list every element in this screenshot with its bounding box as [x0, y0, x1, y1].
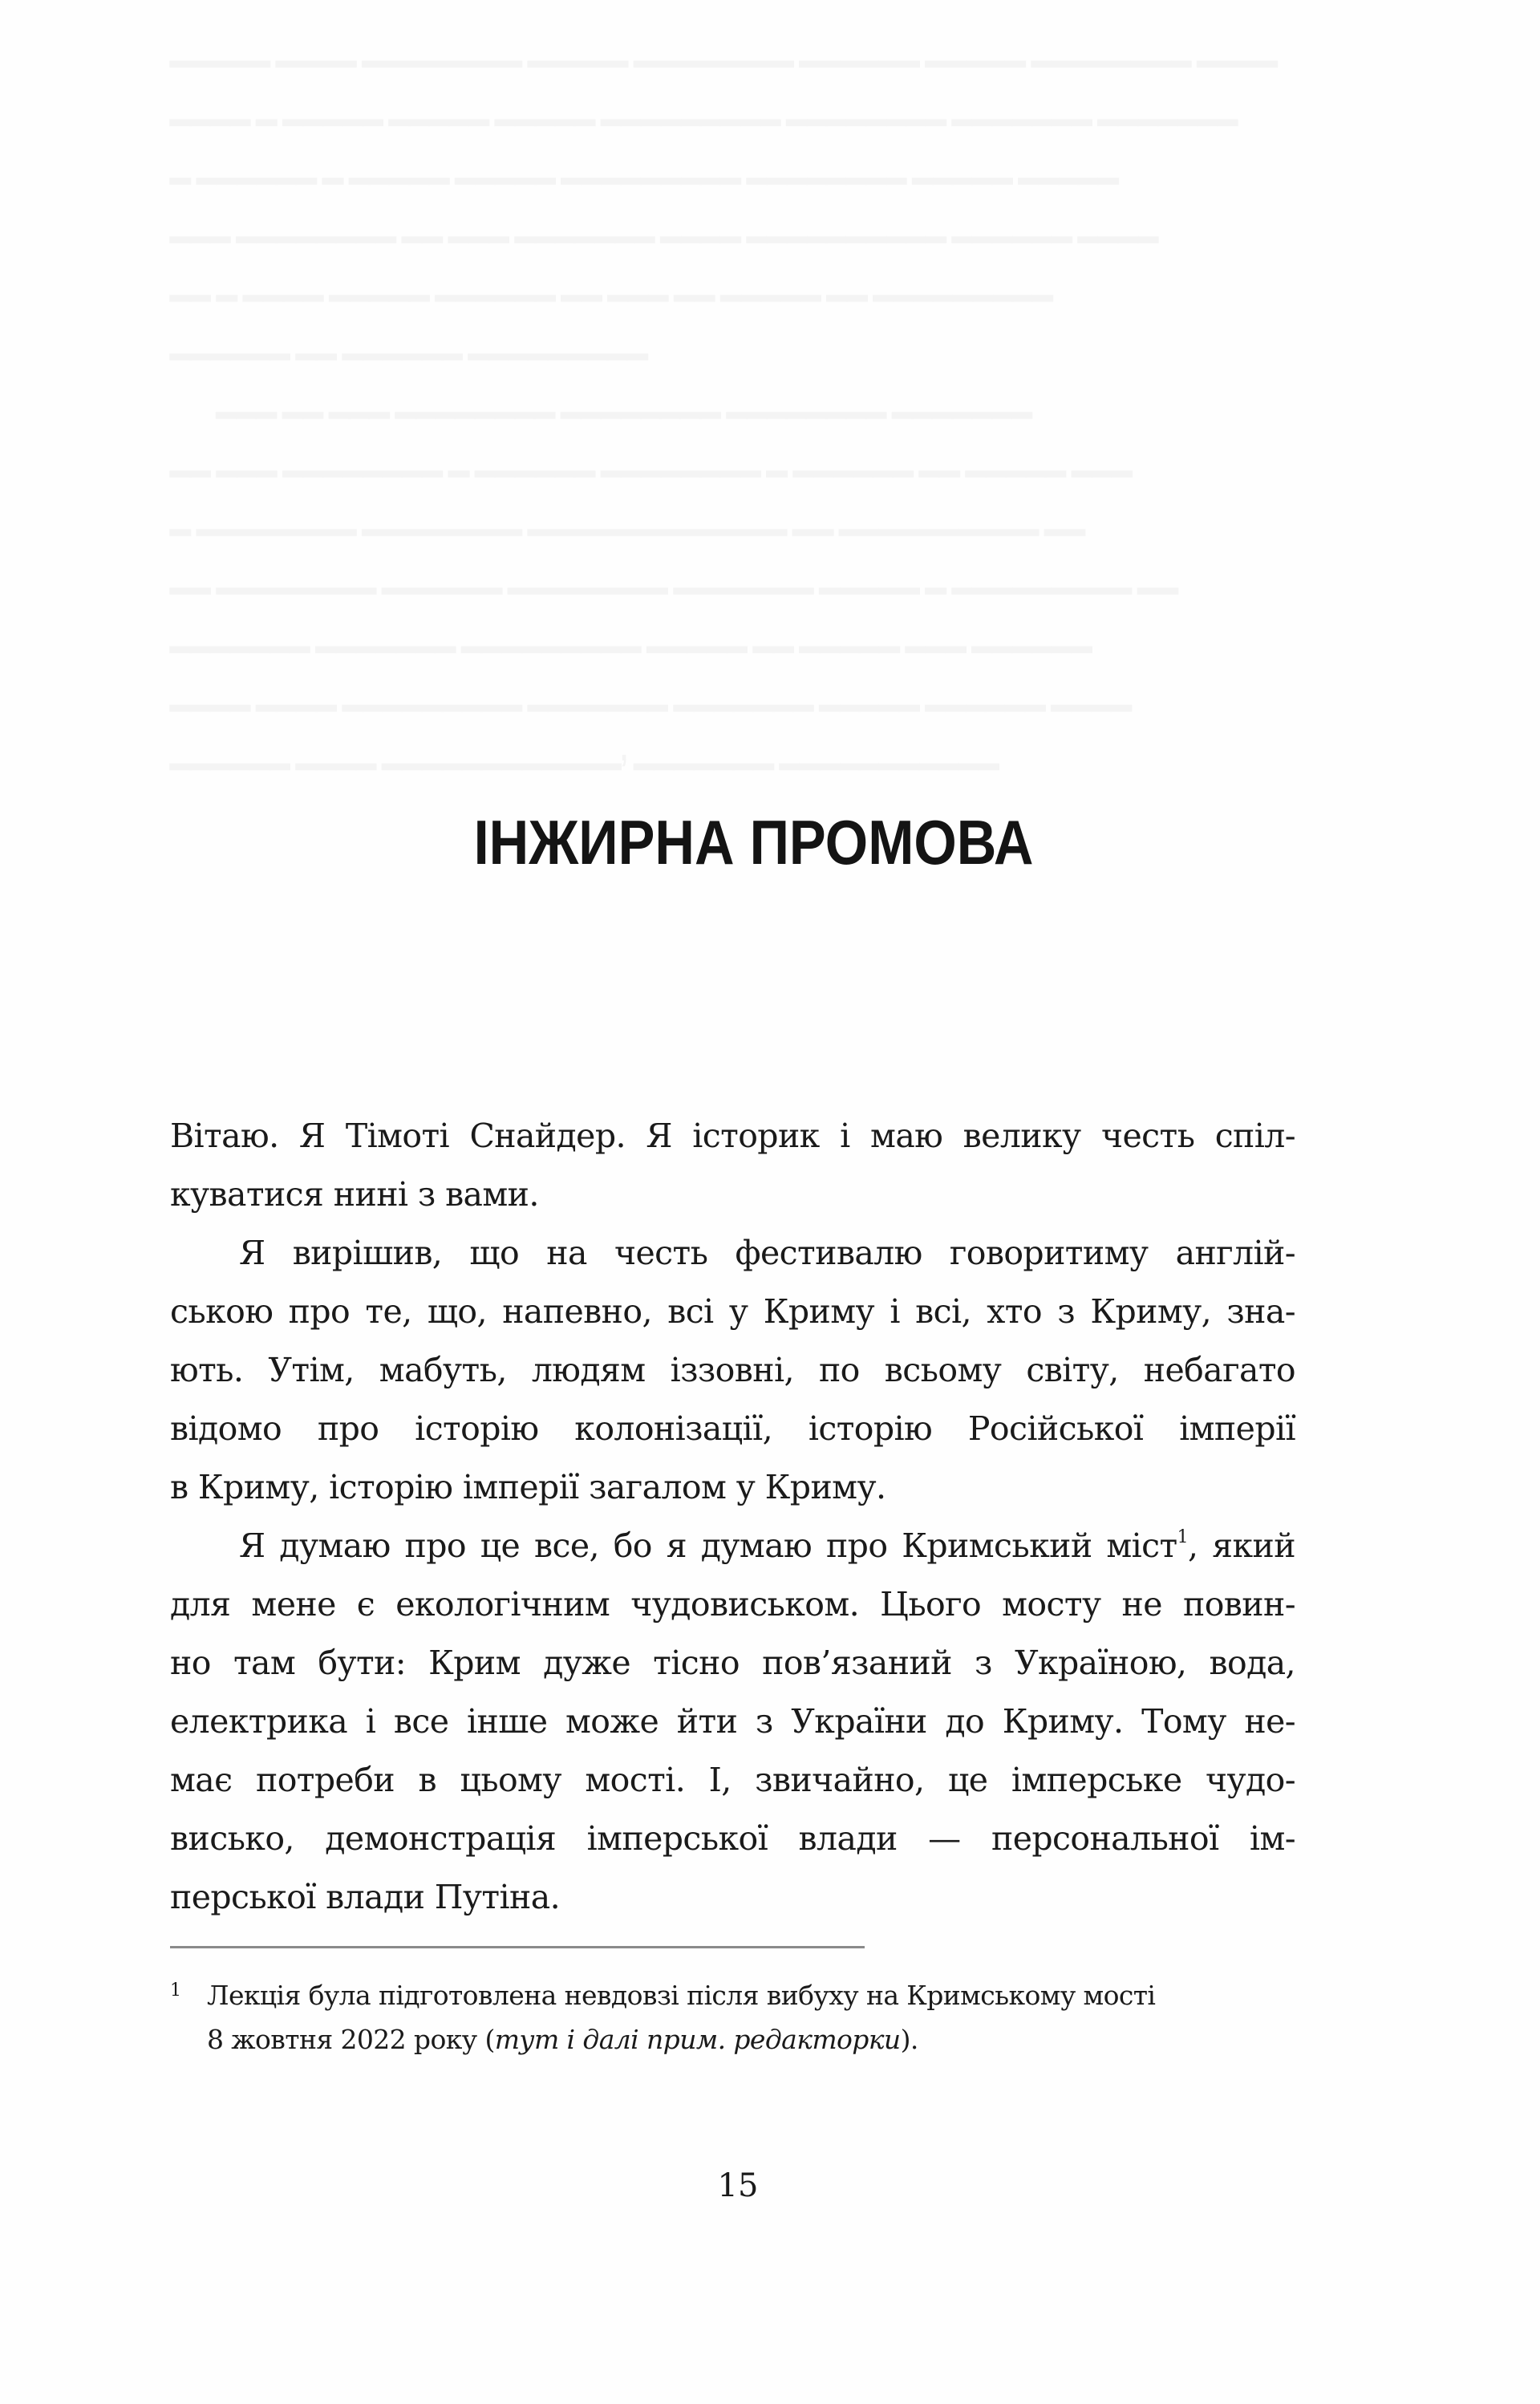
text-line	[170, 1517, 1295, 1575]
bleed-line: ▁▁ ▁▁▁ ▁▁▁▁▁▁▁▁ ▁ ▁▁▁▁▁▁ ▁▁▁▁▁▁▁▁ ▁ ▁▁▁▁▁▁ ▁▁ ▁▁▁▁▁ ▁▁▁	[170, 434, 1132, 476]
text-line: ською про те, що, напевно, всі у Криму і всі, хто з Криму, зна-	[170, 1292, 1295, 1331]
text-line: Я вирішив, що на честь фестивалю говоритиму англій-	[239, 1234, 1295, 1272]
text-line: куватися нині з вами.	[170, 1175, 539, 1214]
paragraph	[170, 1517, 1295, 1927]
paragraph	[170, 1107, 1295, 1224]
bleed-line: ▁▁▁ ▁▁▁▁▁▁▁▁ ▁▁ ▁▁▁ ▁▁▁▁▁▁▁ ▁▁▁▁ ▁▁▁▁▁▁▁▁▁▁ ▁▁▁▁▁▁ ▁▁▁▁	[170, 200, 1158, 241]
footnote-separator	[170, 1946, 865, 1948]
body-text	[170, 1107, 1295, 1927]
text-line: відомо про історію колонізації, історію Російської імперії	[170, 1409, 1295, 1448]
text-segment: , який	[1188, 1526, 1295, 1565]
footnote-line	[207, 2017, 1295, 2061]
text-line: електрика і все інше може йти з України до Криму. Тому не-	[170, 1702, 1295, 1741]
footnote-number: 1	[170, 1980, 181, 2001]
footnote-line: Лекція була підготовлена невдовзі після вибуху на Кримському мості	[207, 1980, 1156, 2011]
bleed-line: ▁▁▁▁▁▁ ▁▁ ▁▁▁▁▁▁ ▁▁▁▁▁▁▁▁▁	[170, 317, 647, 359]
bleed-line: ▁▁ ▁▁▁▁▁▁▁▁ ▁▁▁▁▁▁ ▁▁▁▁▁▁▁▁ ▁▁▁▁▁▁▁ ▁▁▁▁▁ ▁ ▁▁▁▁▁▁▁▁▁ ▁▁	[170, 551, 1177, 593]
text-line: Вітаю. Я Тімоті Снайдер. Я історик і маю велику честь спіл-	[170, 1117, 1295, 1155]
text-line: має потреби в цьому мості. І, звичайно, це імперське чудо-	[170, 1761, 1295, 1799]
page-number: 15	[717, 2167, 759, 2204]
footnote-text: 8 жовтня 2022 року (	[207, 2024, 495, 2055]
text-line: висько, демонстрація імперської влади — персональної ім-	[170, 1819, 1295, 1858]
bleed-line: ▁ ▁▁▁▁▁▁▁▁ ▁▁▁▁▁▁▁▁ ▁▁▁▁▁▁▁▁▁▁▁▁▁ ▁▁ ▁▁▁▁▁▁▁▁▁▁ ▁▁	[170, 493, 1084, 534]
footnote-reference[interactable]: 1	[1177, 1527, 1189, 1547]
text-line: для мене є екологічним чудовиськом. Цього мосту не повин-	[170, 1585, 1295, 1624]
bleed-line: ▁▁▁▁ ▁▁▁▁ ▁▁▁▁▁▁▁▁▁ ▁▁▁▁▁▁▁ ▁▁▁▁▁▁▁ ▁▁▁▁▁ ▁▁▁▁▁▁ ▁▁▁▁	[170, 668, 1131, 710]
footnotes	[170, 1973, 1295, 2061]
footnote-italic-text: тут і далі прим. редакторки	[494, 2024, 901, 2055]
footnote	[170, 1973, 1295, 2061]
bleed-through-text	[170, 16, 1296, 777]
bleed-line: ▁▁ ▁ ▁▁▁▁ ▁▁▁▁▁ ▁▁▁▁▁▁ ▁▁ ▁▁▁ ▁▁ ▁▁▁▁▁ ▁▁ ▁▁▁▁▁▁▁▁▁	[170, 258, 1052, 300]
text-line: в Криму, історію імперії загалом у Криму.	[170, 1468, 886, 1506]
text-segment: Я думаю про це все, бо я думаю про Кримський міст	[239, 1526, 1177, 1565]
bleed-line: ▁▁▁▁ ▁ ▁▁▁▁▁ ▁▁▁▁▁ ▁▁▁▁▁ ▁▁▁▁▁▁▁▁▁ ▁▁▁▁▁▁▁▁ ▁▁▁▁▁▁▁ ▁▁▁▁▁▁▁	[170, 83, 1238, 124]
footnote-text: ).	[900, 2024, 918, 2055]
bleed-line: ▁▁▁▁▁▁▁ ▁▁▁▁▁▁▁ ▁▁▁▁▁▁▁▁▁ ▁▁▁▁▁ ▁▁ ▁▁▁▁▁ ▁▁▁ ▁▁▁▁▁▁	[170, 610, 1092, 651]
bleed-line: ▁▁▁▁▁ ▁▁▁▁ ▁▁▁▁▁▁▁▁ ▁▁▁▁▁ ▁▁▁▁▁▁▁▁ ▁▁▁▁▁▁ ▁▁▁▁▁ ▁▁▁▁▁▁▁▁ ▁▁▁▁	[170, 24, 1277, 66]
bleed-line: ▁▁▁▁▁▁ ▁▁▁▁ ▁▁▁▁▁▁▁▁▁▁▁▁, ▁▁▁▁▁▁▁ ▁▁▁▁▁▁▁▁▁▁▁	[170, 727, 999, 768]
text-line: но там бути: Крим дуже тісно пов’язаний з Україною, вода,	[170, 1644, 1295, 1682]
paragraph	[170, 1224, 1295, 1517]
chapter-title-text: ІНЖИРНА ПРОМОВА	[474, 807, 1034, 878]
text-line: ють. Утім, мабуть, людям іззовні, по всьому світу, небагато	[170, 1351, 1295, 1389]
bleed-line: ▁▁▁ ▁▁ ▁▁▁ ▁▁▁▁▁▁▁▁ ▁▁▁▁▁▁▁▁ ▁▁▁▁▁▁▁▁ ▁▁▁▁▁▁▁	[216, 375, 1031, 417]
bleed-line: ▁ ▁▁▁▁▁▁ ▁ ▁▁▁▁▁ ▁▁▁▁▁ ▁▁▁▁▁▁▁▁▁ ▁▁▁▁▁▁▁▁ ▁▁▁▁▁ ▁▁▁▁▁	[170, 141, 1118, 183]
chapter-title	[0, 807, 1540, 878]
text-line: перської влади Путіна.	[170, 1878, 561, 1916]
